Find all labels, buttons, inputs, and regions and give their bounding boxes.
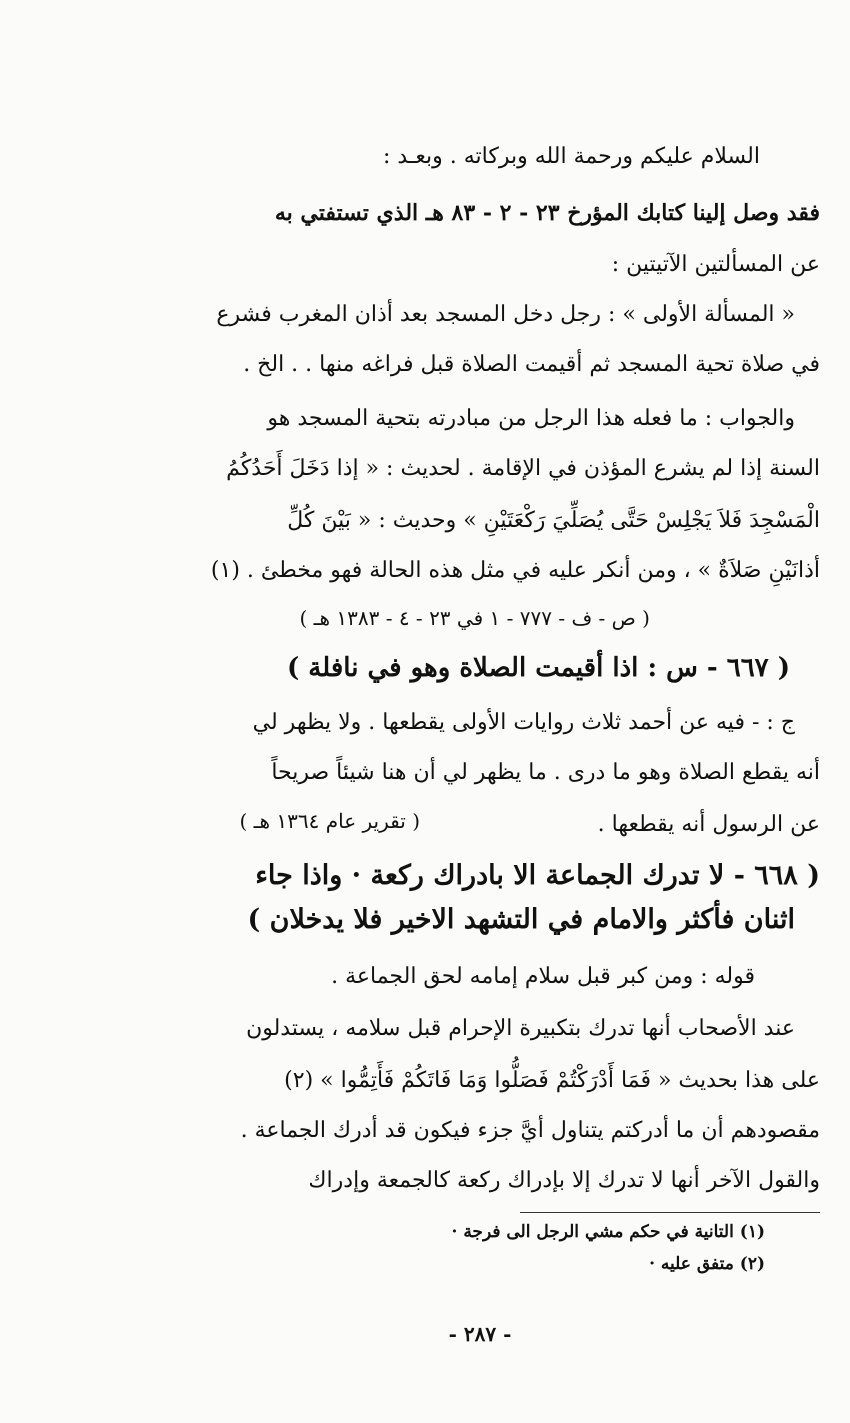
text-line: ج : - فيه عن أحمد ثلاث روايات الأولى يقطعها . ولا يظهر لي: [252, 710, 795, 735]
page-number: - ٢٨٧ -: [448, 1322, 512, 1346]
source-reference: ( تقرير عام ١٣٦٤ هـ ): [239, 809, 420, 833]
text-line: أذانَيْنِ صَلاَةٌ » ، ومن أنكر عليه في مثل هذه الحالة فهو مخطئ . (١): [210, 558, 820, 583]
text-line: في صلاة تحية المسجد ثم أقيمت الصلاة قبل فراغه منها . . الخ .: [243, 352, 820, 377]
text-line: أنه يقطع الصلاة وهو ما درى . ما يظهر لي أن هنا شيئاً صريحاً: [271, 760, 820, 785]
footnote-1: (١) التانية في حكم مشي الرجل الى فرجة ·: [451, 1222, 765, 1242]
text-line: والقول الآخر أنها لا تدرك إلا بإدراك ركعة كالجمعة وإدراك: [308, 1168, 820, 1193]
text-line: عن المسألتين الآتيتين :: [611, 252, 820, 277]
section-heading-667: ( ٦٦٧ - س : اذا أقيمت الصلاة وهو في نافلة ): [286, 653, 790, 683]
section-heading-668-cont: اثنان فأكثر والامام في التشهد الاخير فلا يدخلان ): [247, 904, 795, 935]
text-line: عند الأصحاب أنها تدرك بتكبيرة الإحرام قبل سلامه ، يستدلون: [246, 1016, 795, 1041]
footnote-divider: [520, 1212, 820, 1213]
source-reference: ( ص - ف - ٧٧٧ - ١ في ٢٣ - ٤ - ١٣٨٣ هـ ): [299, 606, 650, 630]
hadith-line: الْمَسْجِدَ فَلاَ يَجْلِسْ حَتَّى يُصَلِّيَ رَكْعَتَيْنِ » وحديث : « بَيْنَ كُلِّ: [287, 508, 820, 533]
text-line: فقد وصل إلينا كتابك المؤرخ ٢٣ - ٢ - ٨٣ هـ الذي تستفتي به: [274, 200, 820, 226]
text-line: « المسألة الأولى » : رجل دخل المسجد بعد أذان المغرب فشرع: [216, 302, 795, 327]
text-line: مقصودهم أن ما أدركتم يتناول أيَّ جزء فيكون قد أدرك الجماعة .: [240, 1118, 820, 1143]
text-line: والجواب : ما فعله هذا الرجل من مبادرته بتحية المسجد هو: [267, 406, 795, 431]
text-line: عن الرسول أنه يقطعها .: [597, 812, 820, 837]
text-line: السنة إذا لم يشرع المؤذن في الإقامة . لحديث : « إذا دَخَلَ أَحَدُكُمُ: [226, 456, 820, 481]
footnote-2: (٢) متفق عليه ·: [649, 1254, 765, 1274]
text-line: قوله : ومن كبر قبل سلام إمامه لحق الجماعة .: [331, 964, 755, 989]
hadith-line: على هذا بحديث « فَمَا أَدْرَكْتُمْ فَصَلُّوا وَمَا فَاتَكُمْ فَأَتِمُّوا » (٢): [284, 1068, 820, 1093]
section-heading-668: ( ٦٦٨ - لا تدرك الجماعة الا بادراك ركعة · واذا جاء: [255, 860, 820, 891]
greeting-line: السلام عليكم ورحمة الله وبركاته . وبعـد :: [383, 144, 760, 169]
